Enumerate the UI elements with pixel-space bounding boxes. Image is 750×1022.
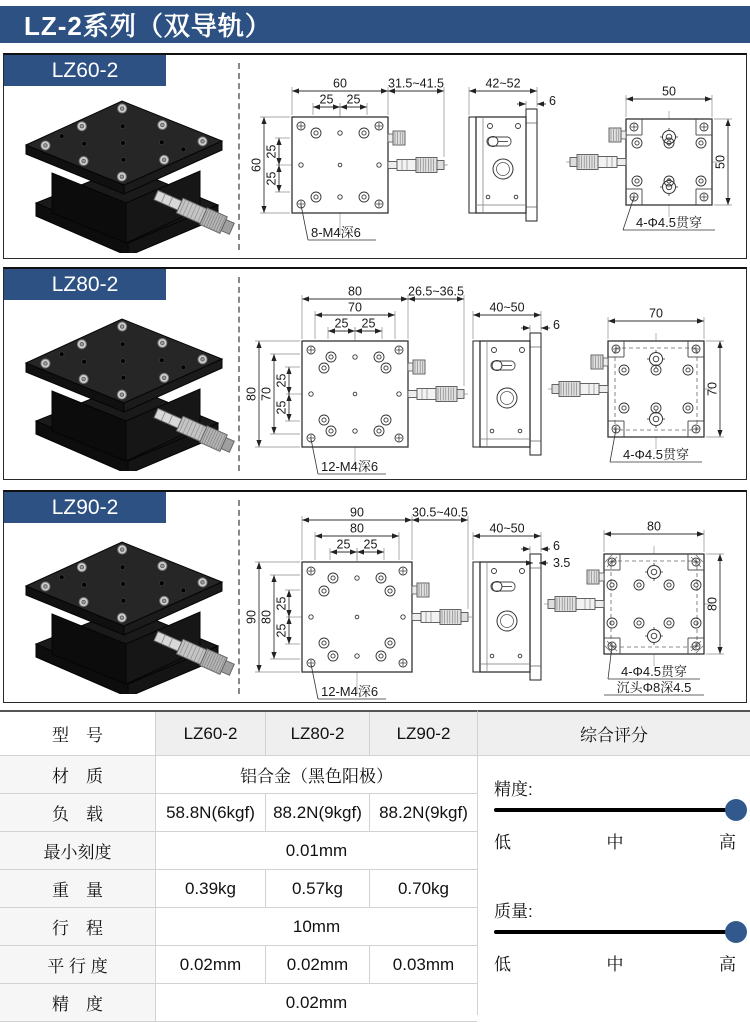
technical-drawing <box>244 55 749 258</box>
stage-photo-illustration <box>10 85 238 253</box>
dim-label: 25 <box>274 623 289 638</box>
row-value: 0.02mm <box>265 946 369 983</box>
dim-label: 70 <box>259 387 274 401</box>
slider-label: 质量: <box>494 902 533 921</box>
dashed-divider <box>238 277 240 471</box>
dim-label: 80 <box>705 597 720 611</box>
dim-label: 90 <box>244 610 259 624</box>
dim-label: 8-M4深6 <box>311 225 361 240</box>
row-value: 0.02mm <box>155 984 477 1021</box>
row-value: LZ80-2 <box>265 712 369 755</box>
dim-label: 25 <box>274 400 289 415</box>
rating-slider <box>494 775 736 853</box>
dim-label: 25 <box>346 92 361 107</box>
table-row <box>0 946 477 984</box>
drawing-views <box>244 269 749 482</box>
dim-label: 25 <box>264 144 279 159</box>
slider-ticks <box>494 828 736 853</box>
drawing-views <box>244 55 749 261</box>
table-row <box>0 984 477 1022</box>
row-value: 88.2N(9kgf) <box>265 794 369 831</box>
model-label: LZ80-2 <box>4 269 166 300</box>
table-row <box>0 908 477 946</box>
dim-label: 25 <box>363 537 378 552</box>
dim-label: 25 <box>319 92 334 107</box>
row-value: 88.2N(9kgf) <box>369 794 477 831</box>
technical-drawing <box>244 492 749 702</box>
row-value: 0.57kg <box>265 870 369 907</box>
dim-label: 25 <box>334 316 349 331</box>
section-lz90-2 <box>3 490 747 703</box>
technical-drawing <box>244 269 749 479</box>
row-value: LZ60-2 <box>155 712 265 755</box>
slider-tick: 低 <box>494 833 511 852</box>
dim-label: 25 <box>361 316 376 331</box>
rating-panel <box>477 710 750 1015</box>
dim-label: 26.5~36.5 <box>408 284 464 299</box>
row-value: 58.8N(6kgf) <box>155 794 265 831</box>
dim-label: 25 <box>274 373 289 388</box>
row-label: 平 行 度 <box>0 946 155 983</box>
row-label: 重 量 <box>0 870 155 907</box>
slider-tick: 中 <box>606 833 624 852</box>
dim-label: 25 <box>264 171 279 186</box>
dim-label: 40~50 <box>489 300 525 315</box>
spec-table <box>0 710 477 1022</box>
dim-label: 3.5 <box>553 556 571 570</box>
row-value: 0.02mm <box>155 946 265 983</box>
row-value: 0.70kg <box>369 870 477 907</box>
rating-title: 综合评分 <box>478 712 750 756</box>
dim-label: 6 <box>553 318 560 332</box>
dim-label: 沉头Φ8深4.5 <box>616 680 692 695</box>
dim-label: 70 <box>705 382 720 396</box>
row-value: 0.03mm <box>369 946 477 983</box>
dashed-divider <box>238 500 240 694</box>
dim-label: 60 <box>333 76 347 91</box>
dim-label: 50 <box>713 155 728 169</box>
dim-label: 70 <box>649 306 663 321</box>
row-value: 0.39kg <box>155 870 265 907</box>
dim-label: 40~50 <box>489 521 525 536</box>
slider-dot <box>725 921 747 943</box>
row-label: 精 度 <box>0 984 155 1021</box>
dim-label: 80 <box>350 521 364 536</box>
dim-label: 31.5~41.5 <box>388 76 444 91</box>
dim-label: 4-Φ4.5贯穿 <box>622 447 690 462</box>
slider-track <box>494 930 736 934</box>
table-row <box>0 870 477 908</box>
dim-label: 70 <box>348 300 362 315</box>
dim-label: 80 <box>348 284 362 299</box>
stage-photo-illustration <box>10 526 238 694</box>
dim-label: 30.5~40.5 <box>412 505 468 520</box>
dim-label: 90 <box>350 505 364 520</box>
rating-slider <box>494 897 736 975</box>
dim-label: 42~52 <box>485 76 521 91</box>
row-value: 铝合金（黑色阳极） <box>155 756 477 793</box>
slider-tick: 低 <box>494 955 511 974</box>
dim-label: 4-Φ4.5贯穿 <box>635 215 703 230</box>
product-photo <box>10 526 238 694</box>
section-lz60-2 <box>3 53 747 259</box>
slider-track <box>494 808 736 812</box>
row-label: 行 程 <box>0 908 155 945</box>
model-label: LZ90-2 <box>4 492 166 523</box>
dim-label: 12-M4深6 <box>321 459 379 474</box>
slider-ticks <box>494 950 736 975</box>
dim-label: 4-Φ4.5贯穿 <box>620 664 688 679</box>
dim-label: 80 <box>259 610 274 624</box>
drawing-views <box>244 492 749 705</box>
row-label: 材 质 <box>0 756 155 793</box>
dim-label: 25 <box>336 537 351 552</box>
slider-tick: 中 <box>606 955 624 974</box>
dim-label: 12-M4深6 <box>321 684 379 699</box>
slider-tick: 高 <box>719 955 736 974</box>
table-row <box>0 832 477 870</box>
page-title: LZ-2系列（双导轨） <box>0 6 750 43</box>
dim-label: 60 <box>249 158 264 172</box>
product-photo <box>10 85 238 253</box>
dim-label: 50 <box>662 84 676 99</box>
dim-label: 25 <box>274 596 289 611</box>
model-label: LZ60-2 <box>4 55 166 86</box>
table-row <box>0 712 477 756</box>
table-row <box>0 794 477 832</box>
row-value: 10mm <box>155 908 477 945</box>
stage-photo-illustration <box>10 303 238 471</box>
slider-dot <box>725 799 747 821</box>
row-label: 最小刻度 <box>0 832 155 869</box>
row-value: 0.01mm <box>155 832 477 869</box>
row-label: 负 载 <box>0 794 155 831</box>
dim-label: 6 <box>549 94 556 108</box>
dim-label: 6 <box>553 539 560 553</box>
product-photo <box>10 303 238 471</box>
slider-label: 精度: <box>494 780 533 799</box>
table-row <box>0 756 477 794</box>
dashed-divider <box>238 63 240 250</box>
dim-label: 80 <box>244 387 259 401</box>
dim-label: 80 <box>647 519 661 534</box>
section-lz80-2 <box>3 267 747 480</box>
slider-tick: 高 <box>719 833 736 852</box>
row-value: LZ90-2 <box>369 712 477 755</box>
row-label: 型 号 <box>0 712 155 755</box>
